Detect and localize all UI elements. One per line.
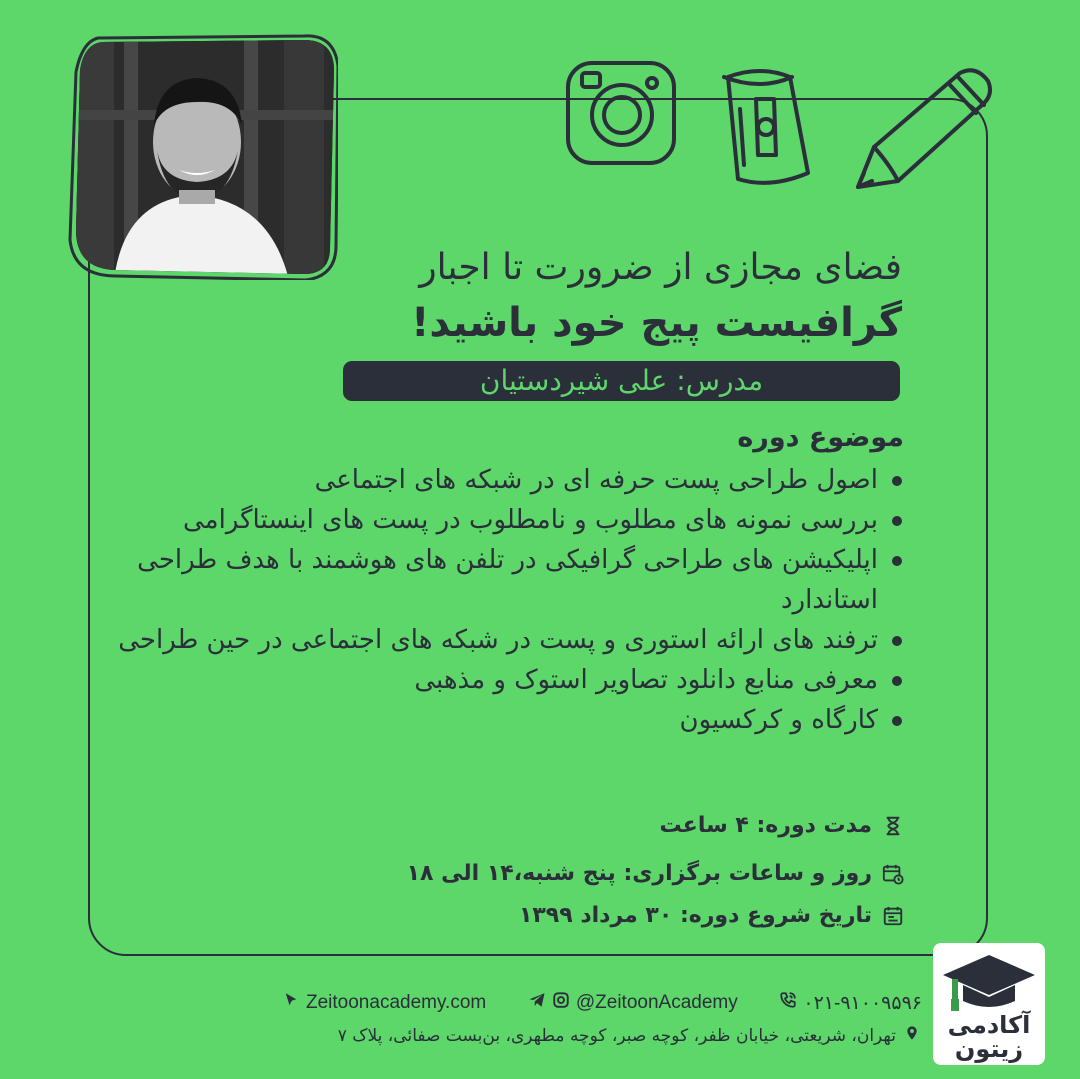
address-text: تهران، شریعتی، خیابان ظفر، کوچه صبر، کوچه مطهری، بن‌بست صفائی، پلاک ۷	[337, 1026, 896, 1046]
website-text: Zeitoonacademy.com	[306, 992, 487, 1013]
list-item: بررسی نمونه های مطلوب و نامطلوب در پست های اینستاگرامی	[118, 500, 878, 540]
instructor-badge: مدرس: علی شیردستیان	[343, 361, 900, 401]
hourglass-icon	[882, 815, 904, 837]
schedule-info	[407, 858, 904, 890]
duration-text: مدت دوره: ۴ ساعت	[659, 813, 872, 838]
topics-list	[118, 460, 902, 740]
topics-heading: موضوع دوره	[737, 422, 904, 453]
phone-number[interactable]	[779, 991, 922, 1015]
location-pin-icon	[904, 1022, 920, 1050]
telegram-icon	[528, 991, 546, 1015]
doodle-illustrations	[560, 55, 1000, 205]
address-line	[338, 1022, 920, 1050]
social-handle[interactable]	[528, 991, 738, 1015]
phone-icon	[779, 991, 797, 1015]
headline-subtitle: فضای مجازی از ضرورت تا اجبار	[419, 247, 902, 288]
start-date-text: تاریخ شروع دوره: ۳۰ مرداد ۱۳۹۹	[518, 903, 872, 928]
headline-title: گرافیست پیج خود باشید!	[411, 300, 902, 346]
list-item: کارگاه و کرکسیون	[118, 700, 878, 740]
list-item: اپلیکیشن های طراحی گرافیکی در تلفن های هوشمند با هدف طراحی استاندارد	[118, 540, 878, 620]
instagram-doodle-icon	[568, 63, 674, 163]
calendar-icon	[882, 905, 904, 927]
calendar-clock-icon	[882, 863, 904, 885]
graduation-cap-icon	[939, 951, 1039, 1015]
cursor-icon	[282, 991, 300, 1015]
list-item: اصول طراحی پست حرفه ای در شبکه های اجتماعی	[118, 460, 878, 500]
contact-bar	[282, 988, 922, 1018]
duration-info	[660, 810, 904, 842]
list-item: ترفند های ارائه استوری و پست در شبکه های اجتماعی در حین طراحی	[118, 620, 878, 660]
social-text: @ZeitoonAcademy	[575, 992, 738, 1013]
phone-text: ۰۲۱-۹۱۰۰۹۵۹۶	[803, 992, 922, 1014]
instagram-icon	[552, 991, 570, 1015]
instructor-photo	[54, 30, 338, 280]
website-link[interactable]	[282, 991, 486, 1015]
start-date-info	[519, 900, 904, 932]
schedule-text: روز و ساعات برگزاری: پنج شنبه،۱۴ الی ۱۸	[406, 861, 872, 886]
academy-logo	[933, 943, 1045, 1065]
sharpener-doodle-icon	[724, 71, 808, 183]
logo-text: آکادمی زیتون	[947, 1011, 1031, 1063]
list-item: معرفی منابع دانلود تصاویر استوک و مذهبی	[118, 660, 878, 700]
pencil-doodle-icon	[858, 70, 990, 187]
